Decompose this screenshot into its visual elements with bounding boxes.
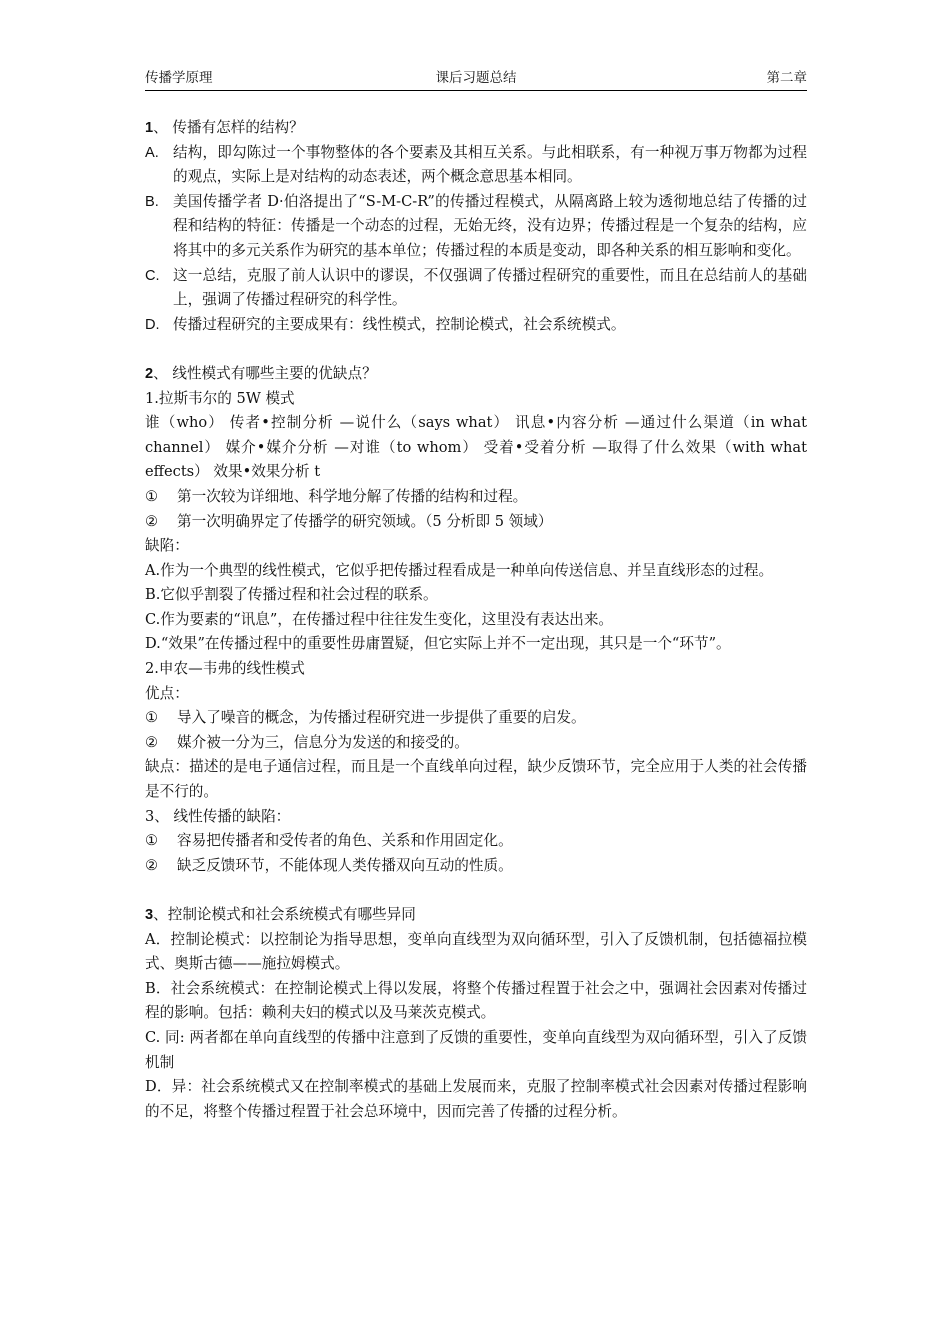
item-text: 导入了噪音的概念，为传播过程研究进一步提供了重要的启发。 [177, 709, 586, 727]
five-w-model-text: 谁（who） 传者•控制分析 —说什么（says what） 讯息•内容分析 —通过什么渠道（in what channel） 媒介•媒介分析 —对谁（to whom） 受着•受着分析 —取得了什么效果（with what effects） 效果•效果分析 t [145, 414, 807, 481]
item-text: 第一次明确界定了传播学的研究领域。（5 分析即 5 领域） [177, 512, 553, 530]
item-label: ① [145, 709, 159, 727]
item-text: 媒介被一分为三，信息分为发送的和接受的。 [177, 733, 469, 751]
item-label: ② [145, 512, 159, 530]
list-item [145, 829, 807, 854]
item-label: ② [145, 856, 159, 874]
item-text: 美国传播学者 D·伯洛提出了“S-M-C-R”的传播过程模式，从隔离路上较为透彻地总结了传播的过程和结构的特征：传播是一个动态的过程，无始无终，没有边界；传播过程是一个复杂的结构，应将其中的多元关系作为研究的基本单位；传播过程的本质是变动，即各种关系的相互影响和变化。 [173, 192, 807, 259]
item-label: ① [145, 487, 159, 505]
merits-label: 优点： [145, 684, 189, 702]
list-item [145, 190, 807, 264]
header-course-title: 传播学原理 [145, 70, 213, 86]
question-number: 2 [145, 365, 154, 382]
defect-item: B.它似乎割裂了传播过程和社会过程的联系。 [145, 586, 438, 604]
header-chapter: 第二章 [766, 70, 807, 86]
question-title: 、 线性模式有哪些主要的优缺点？ [153, 364, 377, 382]
list-item [145, 510, 807, 535]
defect-item: C.作为要素的“讯息”，在传播过程中往往发生变化，这里没有表达出来。 [145, 610, 614, 628]
item-label: ① [145, 832, 159, 850]
question-3-heading [145, 903, 807, 928]
list-item [145, 485, 807, 510]
header-doc-title: 课后习题总结 [435, 70, 517, 86]
item-label: ② [145, 733, 159, 751]
item-text: 传播过程研究的主要成果有：线性模式，控制论模式，社会系统模式。 [173, 315, 626, 333]
item-text: 第一次较为详细地、科学地分解了传播的结构和过程。 [177, 487, 528, 505]
shortcoming-text: 缺点：描述的是电子通信过程，而且是一个直线单向过程，缺少反馈环节，完全应用于人类的社会传播是不行的。 [145, 758, 807, 801]
item-label: C. [145, 267, 160, 284]
list-item [145, 731, 807, 756]
list-item [145, 264, 807, 313]
question-number: 3 [145, 907, 154, 923]
question-1-heading [145, 116, 807, 141]
list-item [145, 706, 807, 731]
subsection-title: 2.申农—韦弗的线性模式 [145, 660, 305, 678]
document-body [145, 116, 807, 1124]
defect-item: A.作为一个典型的线性模式，它似乎把传播过程看成是一种单向传送信息、并呈直线形态的过程。 [145, 561, 774, 579]
item-label: A. [145, 144, 159, 161]
defect-item: D.“效果”在传播过程中的重要性毋庸置疑，但它实际上并不一定出现，其只是一个“环节”。 [145, 635, 731, 653]
answer-item: C. 同: 两者都在单向直线型的传播中注意到了反馈的重要性，变单向直线型为双向循环型，引入了反馈机制 [145, 1028, 807, 1071]
question-number: 1 [145, 120, 154, 136]
defects-label: 缺陷： [145, 537, 189, 555]
spacer [145, 337, 807, 362]
item-label: B. [145, 193, 159, 210]
list-item [145, 141, 807, 190]
subsection-title: 1.拉斯韦尔的 5W 模式 [145, 389, 295, 407]
item-text: 这一总结，克服了前人认识中的谬误，不仅强调了传播过程研究的重要性，而且在总结前人的基础上，强调了传播过程研究的科学性。 [173, 266, 807, 309]
subsection-title: 3、 线性传播的缺陷： [145, 807, 291, 825]
list-item [145, 313, 807, 338]
question-title: 、控制论模式和社会系统模式有哪些异同 [153, 906, 416, 923]
question-title: 、 传播有怎样的结构？ [153, 119, 304, 136]
item-text: 结构，即勾陈过一个事物整体的各个要素及其相互关系。与此相联系，有一种视万事万物都为过程的观点，实际上是对结构的动态表述，两个概念意思基本相同。 [173, 143, 807, 186]
item-label: D. [145, 316, 160, 333]
list-item [145, 854, 807, 879]
item-text: 容易把传播者和受传者的角色、关系和作用固定化。 [177, 832, 513, 850]
answer-item: B．社会系统模式：在控制论模式上得以发展，将整个传播过程置于社会之中，强调社会因素对传播过程的影响。包括：赖利夫妇的模式以及马莱茨克模式。 [145, 979, 807, 1022]
page-header [145, 68, 807, 91]
answer-item: A．控制论模式：以控制论为指导思想，变单向直线型为双向循环型，引入了反馈机制，包括德福拉模式、奥斯古德——施拉姆模式。 [145, 930, 807, 973]
spacer [145, 878, 807, 903]
question-2-heading [145, 362, 807, 387]
item-text: 缺乏反馈环节，不能体现人类传播双向互动的性质。 [177, 856, 513, 874]
answer-item: D．异：社会系统模式又在控制率模式的基础上发展而来，克服了控制率模式社会因素对传播过程影响的不足，将整个传播过程置于社会总环境中，因而完善了传播的过程分析。 [145, 1078, 807, 1120]
